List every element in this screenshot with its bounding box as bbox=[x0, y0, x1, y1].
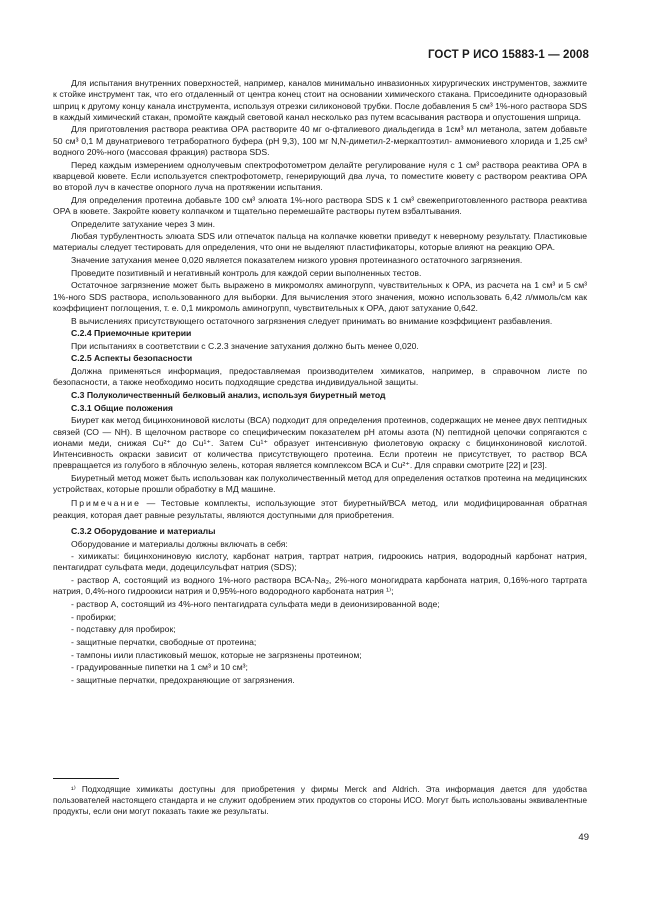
list-item: - раствор А, состоящий из 4%-ного пентагидрата сульфата меди в деионизированной воде; bbox=[71, 598, 440, 609]
section-heading-c31: С.3.1 Общие положения bbox=[71, 402, 173, 413]
paragraph: При испытаниях в соответствии с С.2.3 значение затухания должно быть менее 0,020. bbox=[71, 340, 419, 351]
list-item: - раствор А, состоящий из водного 1%-ного раствора ВСА-Na₂, 2%-ного моногидрата карбоната натрия, 0,16%-ного тартрата натрия, 0,4%-ного гидроокиси натрия и 0,95%-ного водородного карбоната натрия ¹⁾; bbox=[53, 575, 587, 597]
paragraph: Для испытания внутренних поверхностей, например, каналов минимально инвазионных хирургических инструментов, зажмите к стойке инструмент так, что его отдаленный от центра конец стоит на основании химического стакана. Присоедините одноразовый шприц к другому концу канала инструмента, используя отрезки силиконовой трубки. После добавления 5 см³ 1%-ного раствора SDS в каждый химический стакан, промойте каждый световой канал несколько раз путем всасывания раствора и опустошения шприца. bbox=[53, 78, 588, 122]
paragraph: Оборудование и материалы должны включать в себя: bbox=[71, 538, 288, 549]
section-heading-c25: С.2.5 Аспекты безопасности bbox=[71, 353, 193, 364]
list-item: - защитные перчатки, предохраняющие от загрязнения. bbox=[71, 674, 295, 685]
list-item: - химикаты: бицинхониновую кислоту, карбонат натрия, тартрат натрия, гидроокись натрия, водородный карбонат натрия, пентагидрат сульфата меди, додецилсульфат натрия (SDS); bbox=[53, 551, 587, 573]
page-number: 49 bbox=[578, 832, 589, 843]
paragraph: Для определения протеина добавьте 100 см³ элюата 1%-ного раствора SDS к 1 см³ свежеприготовленного раствора реактива ОРА в кювете. Закройте кювету колпачком и тщательно перемешайте растворы путем взбалтывания. bbox=[53, 194, 587, 216]
paragraph: Биурет как метод бицинхониновой кислоты (ВСА) подходит для определения протеинов, содержащих не менее двух пептидных связей (СО — NH). В щелочном растворе со специфическим показателем рН атомы азота (N) пептидной цепочки сопрягаются с ионами меди, снижая Cu²⁺ до Cu¹⁺. Затем Cu¹⁺ образует интенсивную фиолетовую окраску с бицинхониновой кислотой. Интенсивность окраски зависит от количества присутствующего протеина. Если протеин не присутствует, то раствор ВСА превращается из голубого в яблочную зелень, которая является комплексом ВСА и Cu²⁺. Для справки смотрите [22] и [23]. bbox=[53, 415, 587, 471]
list-item: - подставку для пробирок; bbox=[71, 624, 176, 635]
paragraph: Должна применяться информация, предоставляемая производителем химикатов, например, в справочном листе по безопасности, а также необходимо носить подходящие средства индивидуальной защиты. bbox=[53, 366, 587, 388]
section-heading-c24: С.2.4 Приемочные критерии bbox=[71, 328, 192, 339]
footnote-divider bbox=[53, 778, 119, 779]
note bbox=[53, 498, 587, 521]
note-label: Примечание bbox=[71, 498, 141, 509]
paragraph: Биуретный метод может быть использован как полуколичественный метод для определения остатков протеина на медицинских устройствах, которые прошли обработку в МД машине. bbox=[53, 472, 587, 495]
list-item: - защитные перчатки, свободные от протеина; bbox=[71, 636, 257, 647]
equipment-list bbox=[53, 551, 587, 686]
paragraph: Проведите позитивный и негативный контроль для каждой серии выполненных тестов. bbox=[71, 267, 422, 278]
note-text: — Тестовые комплекты, использующие этот биуретный/ВСА метод, или модифицированная обратная реакция, которая дает равные результаты, являются доступными для приобретения. bbox=[53, 498, 587, 520]
paragraph: В вычислениях присутствующего остаточного загрязнения следует принимать во внимание коэффициент разбавления. bbox=[71, 315, 553, 326]
section-heading-c32: С.3.2 Оборудование и материалы bbox=[71, 525, 216, 536]
page-header: ГОСТ Р ИСО 15883-1 — 2008 bbox=[427, 49, 589, 61]
list-item: - градуированные пипетки на 1 см³ и 10 см³; bbox=[71, 662, 248, 673]
paragraph: Определите затухание через 3 мин. bbox=[71, 218, 216, 229]
paragraph: Для приготовления раствора реактива ОРА растворите 40 мг о-фталиевого диальдегида в 1см³ мл метанола, затем добавьте 50 см³ 0,1 М двунатриевого тетраборатного буфера (рН 9,3), 100 мг N,N-диметил-2-меркаптоэтил- аммониевого хлорида и 1,25 см³ водного 20%-ного (массовая фракция) раствора SDS. bbox=[53, 124, 587, 157]
list-item: - пробирки; bbox=[71, 611, 117, 622]
paragraph: Любая турбулентность элюата SDS или отпечаток пальца на колпачке кюветки приведут к неверному результату. Пластиковые материалы следует тестировать для определения, что они не выделяют пластификаторы, которые влияют на реакцию ОРА. bbox=[53, 231, 587, 253]
page-content bbox=[53, 78, 587, 687]
paragraph: Перед каждым измерением однолучевым спектрофотометром делайте регулирование нуля с 1 см³ раствора реактива ОРА в кварцевой кювете. Если используется спектрофотометр, генерирующий два луча, то поместите кювету с раствором реактива ОРА во второй луч в качестве опорного луча на протяжении испытания. bbox=[53, 159, 587, 193]
paragraph: Остаточное загрязнение может быть выражено в микромолях аминогрупп, чувствительных к ОРА, из расчета на 1 см³ и 5 см³ 1%-ного SDS раствора, использованного для выборки. Для вычисления этого значения, можно использовать 6,42 л/ммоль/см как коэффициент поглощения, т. е. 0,1 микромоль аминогрупп, чувствительных к ОРА, дают затухание 0,642. bbox=[53, 280, 587, 313]
footnote: ¹⁾ Подходящие химикаты доступны для приобретения у фирмы Merck and Aldrich. Эта информация дается для удобства пользователей настоящего стандарта и не служит одобрением этих продуктов со стороны ИСО. Могут быть использованы эквивалентные продукты, если они могут показать такие же результаты. bbox=[53, 785, 587, 816]
paragraph: Значение затухания менее 0,020 является показателем низкого уровня протеиназного остаточного загрязнения. bbox=[71, 255, 523, 266]
list-item: - тампоны иили пластиковый мешок, которые не загрязнены протеином; bbox=[71, 649, 362, 660]
section-heading-c3: С.3 Полуколичественный белковый анализ, используя биуретный метод bbox=[71, 389, 386, 400]
